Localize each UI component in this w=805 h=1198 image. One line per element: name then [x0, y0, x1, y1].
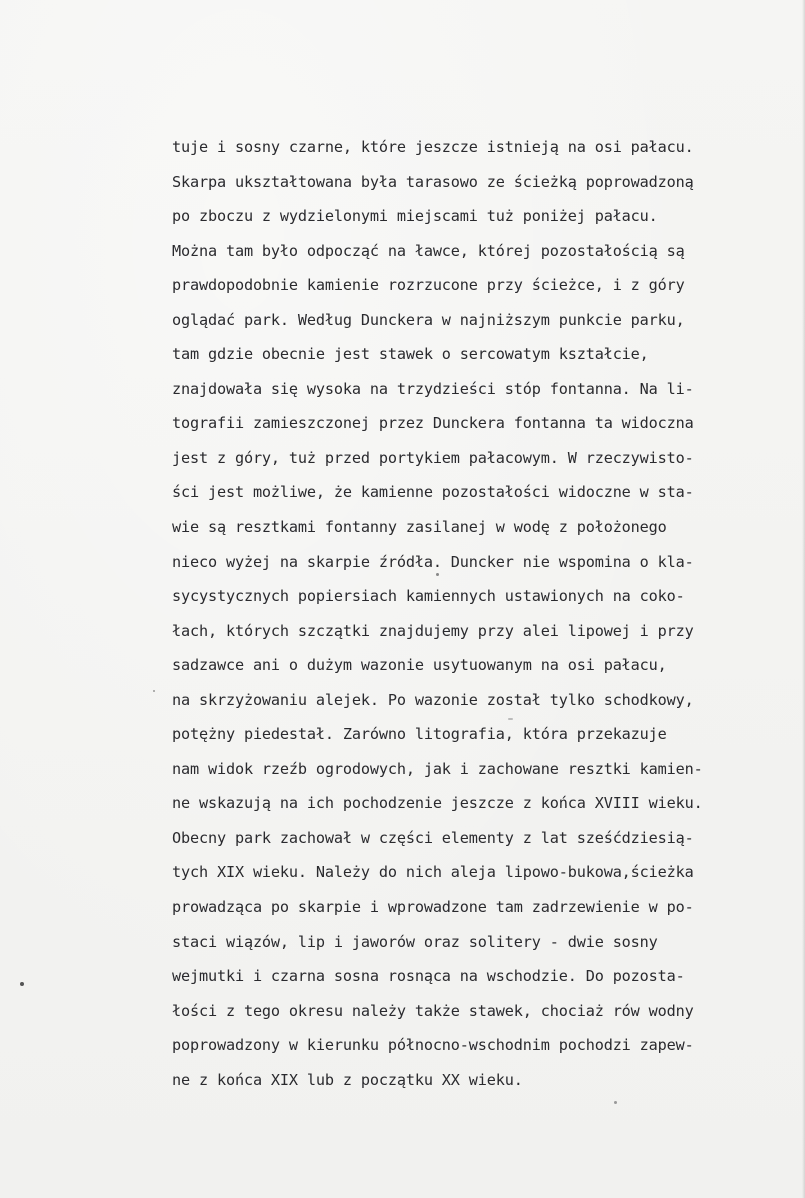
text-line: prawdopodobnie kamienie rozrzucone przy ścieżce, i z góry	[172, 276, 685, 295]
text-line: łach, których szczątki znajdujemy przy alei lipowej i przy	[172, 621, 694, 640]
text-line: Obecny park zachował w części elementy z lat sześćdziesią-	[172, 828, 694, 847]
text-line: tuje i sosny czarne, które jeszcze istnieją na osi pałacu.	[172, 138, 694, 156]
text-line: sycystycznych popiersiach kamiennych ustawionych na coko-	[172, 587, 685, 606]
ink-speck	[20, 982, 24, 986]
text-line: staci wiązów, lip i jaworów oraz solitery - dwie sosny	[172, 932, 658, 951]
text-line: wie są resztkami fontanny zasilanej w wodę z położonego	[172, 518, 667, 537]
ink-speck	[436, 573, 439, 576]
text-line: oglądać park. Według Dunckera w najniższym punkcie parku,	[172, 310, 685, 329]
text-line: sadzawce ani o dużym wazonie usytuowanym na osi pałacu,	[172, 656, 667, 675]
text-line: poprowadzony w kierunku północno-wschodnim pochodzi zapew-	[172, 1036, 694, 1055]
text-line: Można tam było odpocząć na ławce, której pozostałością są	[172, 241, 685, 260]
text-line: ne z końca XIX lub z początku XX wieku.	[172, 1070, 523, 1089]
text-line: Skarpa ukształtowana była tarasowo ze ścieżką poprowadzoną	[172, 172, 694, 191]
text-line: tografii zamieszczonej przez Dunckera fontanna ta widoczna	[172, 414, 694, 433]
text-line: tam gdzie obecnie jest stawek o sercowatym kształcie,	[172, 345, 649, 364]
text-line: ści jest możliwe, że kamienne pozostałości widoczne w sta-	[172, 483, 694, 502]
text-line: nieco wyżej na skarpie źródła. Duncker nie wspomina o kla-	[172, 552, 694, 571]
text-line: na skrzyżowaniu alejek. Po wazonie został tylko schodkowy,	[172, 690, 694, 709]
text-line: wejmutki i czarna sosna rosnąca na wschodzie. Do pozosta-	[172, 967, 685, 986]
ink-speck	[508, 718, 513, 720]
text-line: łości z tego okresu należy także stawek, chociaż rów wodny	[172, 1001, 694, 1020]
text-line: po zboczu z wydzielonymi miejscami tuż poniżej pałacu.	[172, 207, 658, 226]
text-line: tych XIX wieku. Należy do nich aleja lipowo-bukowa,ścieżka	[172, 863, 694, 882]
text-line: znajdowała się wysoka na trzydzieści stóp fontanna. Na li-	[172, 379, 694, 398]
text-line: jest z góry, tuż przed portykiem pałacowym. W rzeczywisto-	[172, 448, 694, 467]
text-line: ne wskazują na ich pochodzenie jeszcze z końca XVIII wieku.	[172, 794, 703, 813]
body-text	[172, 130, 802, 1097]
text-line: potężny piedestał. Zarówno litografia, która przekazuje	[172, 725, 667, 744]
text-line: prowadząca po skarpie i wprowadzone tam zadrzewienie w po-	[172, 898, 694, 917]
ink-speck	[614, 1101, 617, 1104]
text-line: nam widok rzeźb ogrodowych, jak i zachowane resztki kamien-	[172, 759, 703, 778]
ink-speck	[153, 690, 155, 692]
